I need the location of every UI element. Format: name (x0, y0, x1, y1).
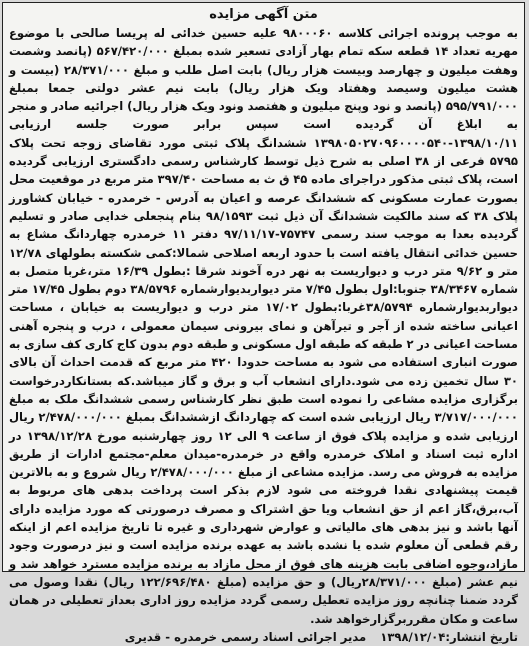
notice-footer (3, 628, 524, 646)
notice-body: به موجب پرونده اجرائی کلاسه ۹۸۰۰۰۶۰ علیه حسین خدائی له پریسا صالحی با موضوع مهریه تعداد ۱۴ قطعه سکه تمام بهار آزادی تسعیر شده بمبلغ ۵۶۷/۴۲۰/۰۰۰ (پانصد وشصت وهفت میلیون و چهارصد وبیست هزار ریال) بابت اصل طلب و مبلغ ۲۸/۳۷۱/۰۰۰ (بیست و هشت میلیون وسیصد وهفتاد ویک هزار ریال) بابت نیم عشر دولتی جمعا بمبلغ ۵۹۵/۷۹۱/۰۰۰ (پانصد و نود وپنج میلیون و هفتصد ونود ویک هزار ریال) اجرائیه صادر و منجر به ابلاغ آن گردیده است سپس برابر صورت جلسه ارزیابی ۱۳۹۸/۱۰/۱۱-۱۳۹۸۰۵۰۲۷۰۹۶۰۰۰۰۵۴۰ ششدانگ پلاک ثبتی مورد تقاضای زوجه تحت پلاک ۵۷۹۵ فرعی از ۳۸ اصلی به شرح ذیل توسط کارشناس رسمی دادگستری ارزیابی گردیده است، پلاک ثبتی مذکور دراجرای ماده ۴۵ ق ث به مساحت ۳۹۷/۴۰ متر مربع در موقعیت محل بصورت عمارت مسکونی که ششدانگ عرصه و اعیان به آدرس - خرمدره - خیابان کشاورز پلاک ۳۸ که سند مالکیت ششدانگ آن ذیل ثبت ۹۸/۱۵۹۳ بنام پنجعلی خدایی صادر و تسلیم گردیده بعدا به موجب سند رسمی ۷۵۷۴۷-۹۷/۱۱/۱۷ دفتر ۱۱ خرمدره چهاردانگ مشاع به حسین خدائی انتقال یافته است با حدود اربعه اصلاحی شمالا:کمی شکسته بطولهای ۱۲/۷۸ متر و ۹/۶۲ متر درب و دیواریست به نهر دره آخوند شرقا :بطول ۱۶/۳۹ متر،غربا متصل به شماره ۳۸/۳۴۶۷ جنوبا:اول بطول ۷/۴۵ متر دیواربدیوارشماره ۳۸/۵۷۹۶ دوم بطول ۱۷/۴۵ متر دیواربدیوارشماره ۳۸/۵۷۹۴غربا:بطول ۱۷/۰۲ متر درب و دیواریست به خیابان ، مساحت اعیانی ساخته شده از آجر و تیرآهن و نمای بیرونی سیمان معمولی ، درب و پنجره آهنی مساحت اعیانی در ۲ طبقه که طبقه اول مسکونی و طبقه دوم بدون کاج کاری کف سازی به صورت انباری استفاده می شود به مساحت حدودا ۴۲۰ متر مربع که قدمت احداث آن بالای ۳۰ سال تخمین زده می شود.دارای انشعاب آب و برق و گاز میباشد.که بستانکاردرخواست برگزاری مزایده مشاعی را نموده است طبق نظر کارشناس رسمی ششدانگ ملک به مبلغ ۳/۷۱۷/۰۰۰/۰۰۰ ریال ارزیابی شده است که چهاردانگ ازششدانگ بمبلغ ۲/۴۷۸/۰۰۰/۰۰۰ ریال ارزیابی شده و مزایده پلاک فوق از ساعت ۹ الی ۱۲ روز چهارشنبه مورخ ۱۳۹۸/۱۲/۲۸ در اداره ثبت اسناد و املاک خرمدره واقع در خرمدره-میدان معلم-مجتمع ادارات از طریق مزایده به فروش می رسد. مزایده مشاعی از مبلغ ۲/۴۷۸/۰۰۰/۰۰۰ ریال شروع و به بالاترین قیمت پیشنهادی نقدا فروخته می شود لازم بذکر است پرداخت بدهی های مربوط به آب،برق،گاز اعم از حق انشعاب ویا حق اشتراک و مصرف درصورتی که مورد مزایده دارای آنها باشد و نیز بدهی های مالیاتی و عوارض شهرداری و غیره تا تاریخ مزایده اعم از اینکه رقم قطعی آن معلوم شده یا نشده باشد به عهده برنده مزایده است و نیز درصورت وجود مازاد،وجوه اضافی بابت هزینه های فوق از محل مازاد به برنده مزایده مسترد خواهد شد و نیم عشر (مبلغ ۲۸/۳۷۱/۰۰۰ریال) و حق مزایده (مبلغ ۱۲۲/۶۹۶/۴۸۰ ریال) نقدا وصول می گردد ضمنا چنانچه روز مزایده تعطیل رسمی گردد مزایده روز اداری بعداز تعطیلی در همان ساعت و مکان مقرربرگزارخواهد شد. (9, 26, 519, 626)
notice-title: متن آگهی مزایده (209, 7, 318, 22)
publication-date: تاریخ انتشار:۱۳۹۸/۱۲/۰۴ (380, 629, 518, 644)
signature: مدیر اجرائی اسناد رسمی خرمدره - قدیری (124, 629, 367, 644)
notice-sheet (2, 2, 525, 644)
